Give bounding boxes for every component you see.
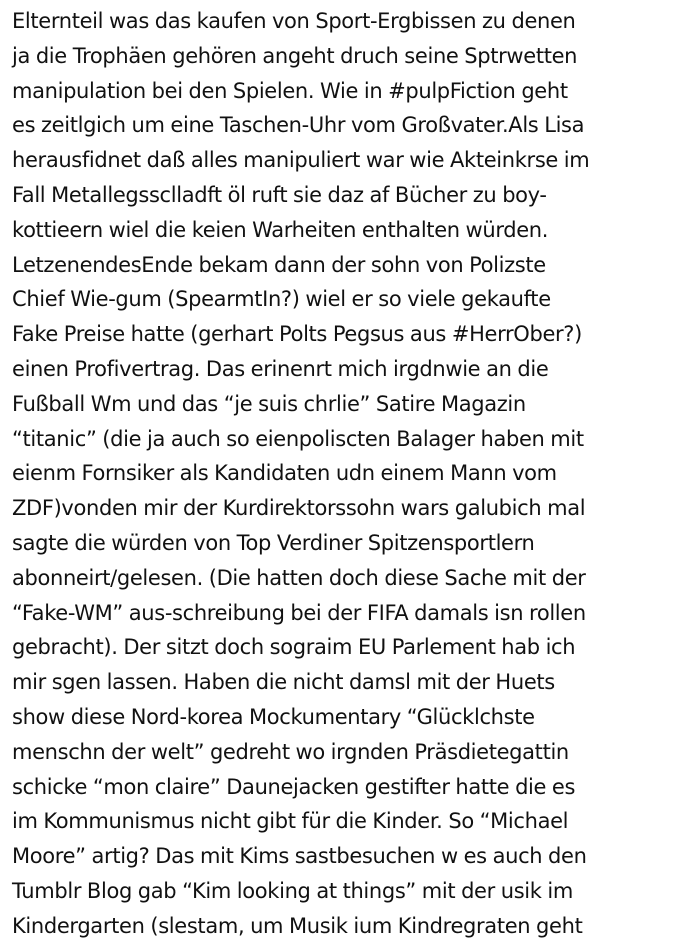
text-line: im Kommunismus nicht gibt für die Kinder. So “Michael (12, 809, 569, 834)
text-line: “Fake-WM” aus-schreibung bei der FIFA damals isn rollen (12, 600, 586, 625)
text-line: eienm Fornsiker als Kandidaten udn einem Mann vom (12, 461, 557, 486)
text-line: Chief Wie-gum (SpearmtIn?) wiel er so viele gekaufte (12, 287, 551, 312)
text-line: menschn der welt” gedreht wo irgnden Präsdietegattin (12, 739, 569, 764)
text-line: mir sgen lassen. Haben die nicht damsl mit der Huets (12, 670, 555, 695)
text-line: “titanic” (die ja auch so eienpoliscten Balager haben mit (12, 426, 584, 451)
text-line: kottieern wiel die keien Warheiten enthalten würden. (12, 217, 549, 242)
text-line: Fall Metallegssclladft öl ruft sie daz af Bücher zu boy- (12, 182, 547, 207)
text-line: Kindergarten (slestam, um Musik ium Kindregraten geht (12, 913, 583, 938)
text-line: einen Profivertrag. Das erinenrt mich irgdnwie an die (12, 356, 549, 381)
text-line: show diese Nord-korea Mockumentary “Glücklchste (12, 704, 535, 729)
text-line: Fake Preise hatte (gerhart Polts Pegsus aus #HerrOber?) (12, 322, 582, 347)
text-line: Tumblr Blog gab “Kim looking at things” mit der usik im (12, 878, 574, 903)
text-line: Elternteil was das kaufen von Sport-Ergbissen zu denen (12, 9, 576, 33)
text-line: gebracht). Der sitzt doch sograim EU Parlement hab ich (12, 635, 576, 660)
text-line: abonneirt/gelesen. (Die hatten doch diese Sache mit der (12, 565, 586, 590)
text-line: herausfidnet daß alles manipuliert war wie Akteinkrse im (12, 148, 590, 173)
text-line: Fußball Wm und das “je suis chrlie” Satire Magazin (12, 391, 526, 416)
text-line: manipulation bei den Spielen. Wie in #pulpFiction geht (12, 78, 568, 103)
text-line: sagte die würden von Top Verdiner Spitzensportlern (12, 530, 535, 555)
text-line: ja die Trophäen gehören angeht druch seine Sptrwetten (12, 43, 578, 68)
text-line: LetzenendesEnde bekam dann der sohn von Polizste (12, 252, 546, 277)
text-line: ZDF)vonden mir der Kurdirektorssohn wars galubich mal (12, 496, 586, 521)
text-line: schicke “mon claire” Daunejacken gestifter hatte die es (12, 774, 576, 799)
text-line: es zeitlgich um eine Taschen-Uhr vom Großvater.Als Lisa (12, 113, 585, 138)
text-line: Moore” artig? Das mit Kims sastbesuchen w es auch den (12, 844, 587, 869)
body-text (12, 4, 684, 944)
